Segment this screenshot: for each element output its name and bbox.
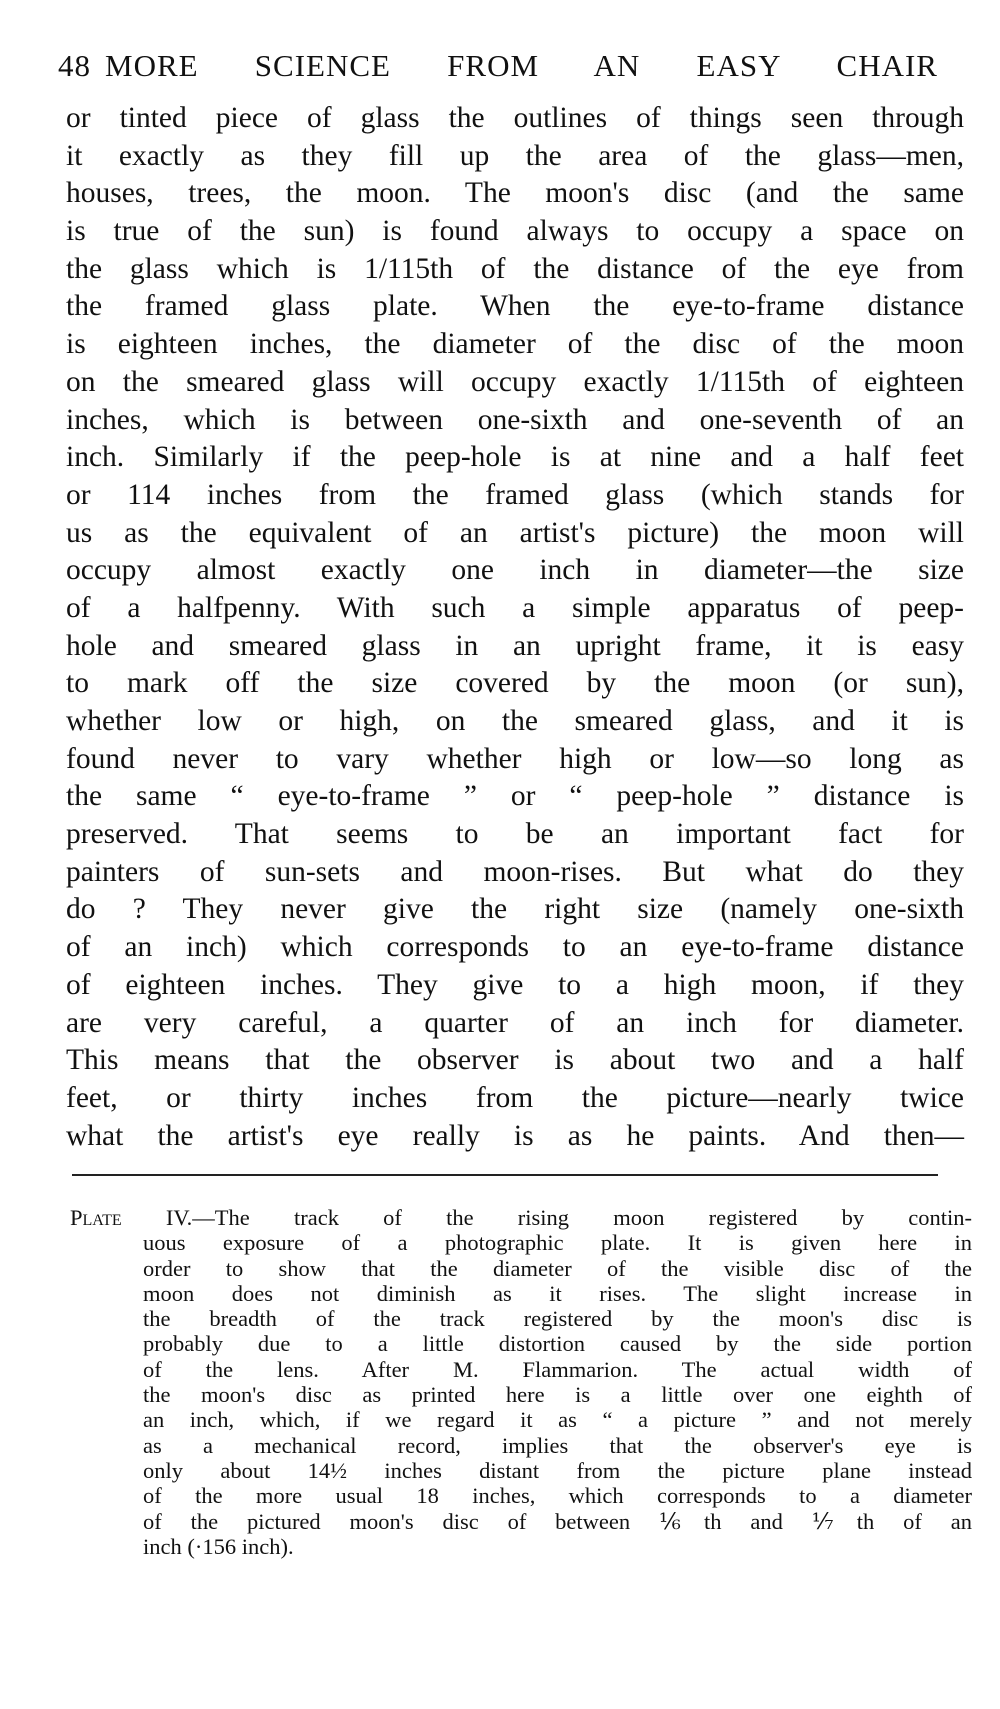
body-line: inches, which is between one-sixth and one-seventh of an <box>66 403 964 436</box>
plate-caption <box>70 1205 972 1559</box>
body-line: the glass which is 1/115th of the distance of the eye from <box>66 252 964 285</box>
caption-line: inch (·156 inch). <box>143 1533 294 1559</box>
body-line: it exactly as they fill up the area of the glass—men, <box>66 139 964 172</box>
body-line: of a halfpenny. With such a simple apparatus of peep- <box>66 591 964 624</box>
body-line: painters of sun-sets and moon-rises. But what do they <box>66 855 964 888</box>
body-line: are very careful, a quarter of an inch for diameter. <box>66 1006 964 1039</box>
caption-line: of the pictured moon's disc of between ⅙th and ⅐th of an <box>143 1508 972 1534</box>
body-line: the framed glass plate. When the eye-to-frame distance <box>66 290 964 323</box>
body-text <box>66 100 964 1155</box>
body-line: or 114 inches from the framed glass (which stands for <box>66 478 964 511</box>
body-line: on the smeared glass will occupy exactly 1/115th of eighteen <box>66 365 964 398</box>
body-line: or tinted piece of glass the outlines of things seen through <box>66 102 964 134</box>
caption-label: Plate <box>70 1205 122 1230</box>
body-line: feet, or thirty inches from the picture—nearly twice <box>66 1081 964 1114</box>
running-header <box>58 48 938 84</box>
caption-line: of the more usual 18 inches, which corresponds to a diameter <box>143 1483 972 1509</box>
body-line: us as the equivalent of an artist's picture) the moon will <box>66 516 964 549</box>
caption-line: probably due to a little distortion caused by the side portion <box>143 1331 972 1357</box>
caption-line: an inch, which, if we regard it as “ a picture ” and not merely <box>143 1407 972 1433</box>
body-line: houses, trees, the moon. The moon's disc (and the same <box>66 177 964 210</box>
caption-line <box>70 1205 972 1230</box>
body-line: inch. Similarly if the peep-hole is at nine and a half feet <box>66 441 964 474</box>
body-line: This means that the observer is about two and a half <box>66 1044 964 1077</box>
caption-line: uous exposure of a photographic plate. It is given here in <box>143 1230 972 1256</box>
body-line: found never to vary whether high or low—so long as <box>66 742 964 775</box>
body-line: of an inch) which corresponds to an eye-to-frame distance <box>66 931 964 964</box>
body-line: do ? They never give the right size (namely one-sixth <box>66 893 964 926</box>
body-line: the same “ eye-to-frame ” or “ peep-hole ” distance is <box>66 780 964 813</box>
body-line: whether low or high, on the smeared glass, and it is <box>66 705 964 737</box>
caption-line: moon does not diminish as it rises. The slight increase in <box>143 1280 972 1306</box>
body-line: hole and smeared glass in an upright frame, it is easy <box>66 629 964 662</box>
running-title: MORE SCIENCE FROM AN EASY CHAIR <box>105 48 938 83</box>
footnote-divider <box>72 1174 938 1176</box>
caption-line: the moon's disc as printed here is a little over one eighth of <box>143 1382 972 1408</box>
body-line: of eighteen inches. They give to a high moon, if they <box>66 968 964 1001</box>
caption-line: as a mechanical record, implies that the observer's eye is <box>143 1432 972 1458</box>
caption-line: the breadth of the track registered by the moon's disc is <box>143 1306 972 1332</box>
caption-first-line: IV.—The track of the rising moon registered by contin- <box>165 1205 972 1230</box>
caption-line: of the lens. After M. Flammarion. The actual width of <box>143 1356 972 1382</box>
body-line: preserved. That seems to be an important fact for <box>66 818 964 851</box>
caption-line: only about 14½ inches distant from the picture plane instead <box>143 1457 972 1483</box>
caption-line: order to show that the diameter of the visible disc of the <box>143 1255 972 1281</box>
body-line: what the artist's eye really is as he paints. And then— <box>66 1119 964 1152</box>
body-line: occupy almost exactly one inch in diameter—the size <box>66 554 964 587</box>
page-number: 48 <box>58 48 91 83</box>
body-line: to mark off the size covered by the moon (or sun), <box>66 667 964 700</box>
body-line: is true of the sun) is found always to occupy a space on <box>66 215 964 248</box>
body-line: is eighteen inches, the diameter of the disc of the moon <box>66 328 964 361</box>
